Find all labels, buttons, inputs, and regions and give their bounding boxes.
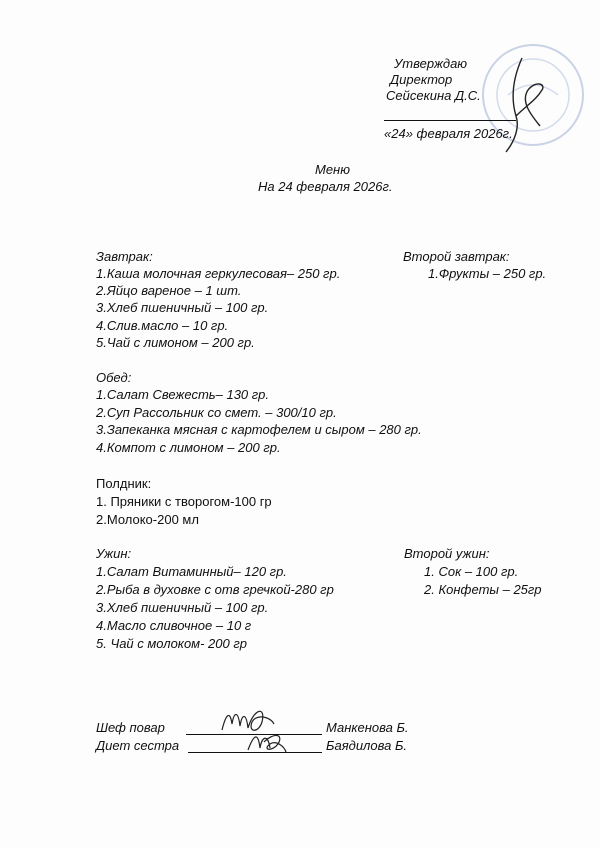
approval-name: Сейсекина Д.С.	[386, 88, 481, 103]
snack-item: 2.Молоко-200 мл	[96, 512, 199, 527]
breakfast-item: 2.Яйцо вареное – 1 шт.	[96, 283, 242, 298]
menu-date: На 24 февраля 2026г.	[258, 179, 393, 194]
second-dinner-heading: Второй ужин:	[404, 546, 490, 561]
dinner-item: 4.Масло сливочное – 10 г	[96, 618, 252, 633]
nurse-signature	[244, 728, 288, 756]
nurse-label: Диет сестра	[96, 738, 180, 753]
dinner-item: 5. Чай с молоком- 200 гр	[96, 636, 247, 651]
lunch-item: 2.Суп Рассольник со смет. – 300/10 гр.	[96, 405, 337, 420]
breakfast-item: 1.Каша молочная геркулесовая– 250 гр.	[96, 266, 341, 281]
second-dinner-item: 1. Сок – 100 гр.	[424, 564, 519, 579]
approval-position: Директор	[390, 72, 453, 87]
lunch-item: 4.Компот с лимоном – 200 гр.	[96, 440, 281, 455]
lunch-item: 3.Запеканка мясная с картофелем и сыром – 280 гр.	[96, 422, 422, 437]
snack-item: 1. Пряники с творогом-100 гр	[96, 494, 272, 509]
chef-name: Манкенова Б.	[326, 720, 409, 735]
menu-title: Меню	[315, 162, 350, 177]
dinner-heading: Ужин:	[96, 546, 132, 561]
second-breakfast-item: 1.Фрукты – 250 гр.	[428, 266, 547, 281]
lunch-item: 1.Салат Свежесть– 130 гр.	[96, 387, 270, 402]
breakfast-item: 4.Слив.масло – 10 гр.	[96, 318, 229, 333]
snack-heading: Полдник:	[96, 476, 152, 491]
breakfast-item: 5.Чай с лимоном – 200 гр.	[96, 335, 255, 350]
dinner-item: 2.Рыба в духовке с отв гречкой-280 гр	[96, 582, 334, 597]
director-signature	[492, 56, 552, 156]
nurse-name: Баядилова Б.	[326, 738, 408, 753]
dinner-item: 3.Хлеб пшеничный – 100 гр.	[96, 600, 269, 615]
approval-date: «24» февраля 2026г.	[384, 126, 513, 141]
breakfast-heading: Завтрак:	[96, 249, 153, 264]
dinner-item: 1.Салат Витаминный– 120 гр.	[96, 564, 287, 579]
lunch-heading: Обед:	[96, 370, 132, 385]
approval-approve: Утверждаю	[394, 56, 468, 71]
second-breakfast-heading: Второй завтрак:	[403, 249, 510, 264]
second-dinner-item: 2. Конфеты – 25гр	[424, 582, 542, 597]
breakfast-item: 3.Хлеб пшеничный – 100 гр.	[96, 300, 269, 315]
chef-label: Шеф повар	[96, 720, 165, 735]
